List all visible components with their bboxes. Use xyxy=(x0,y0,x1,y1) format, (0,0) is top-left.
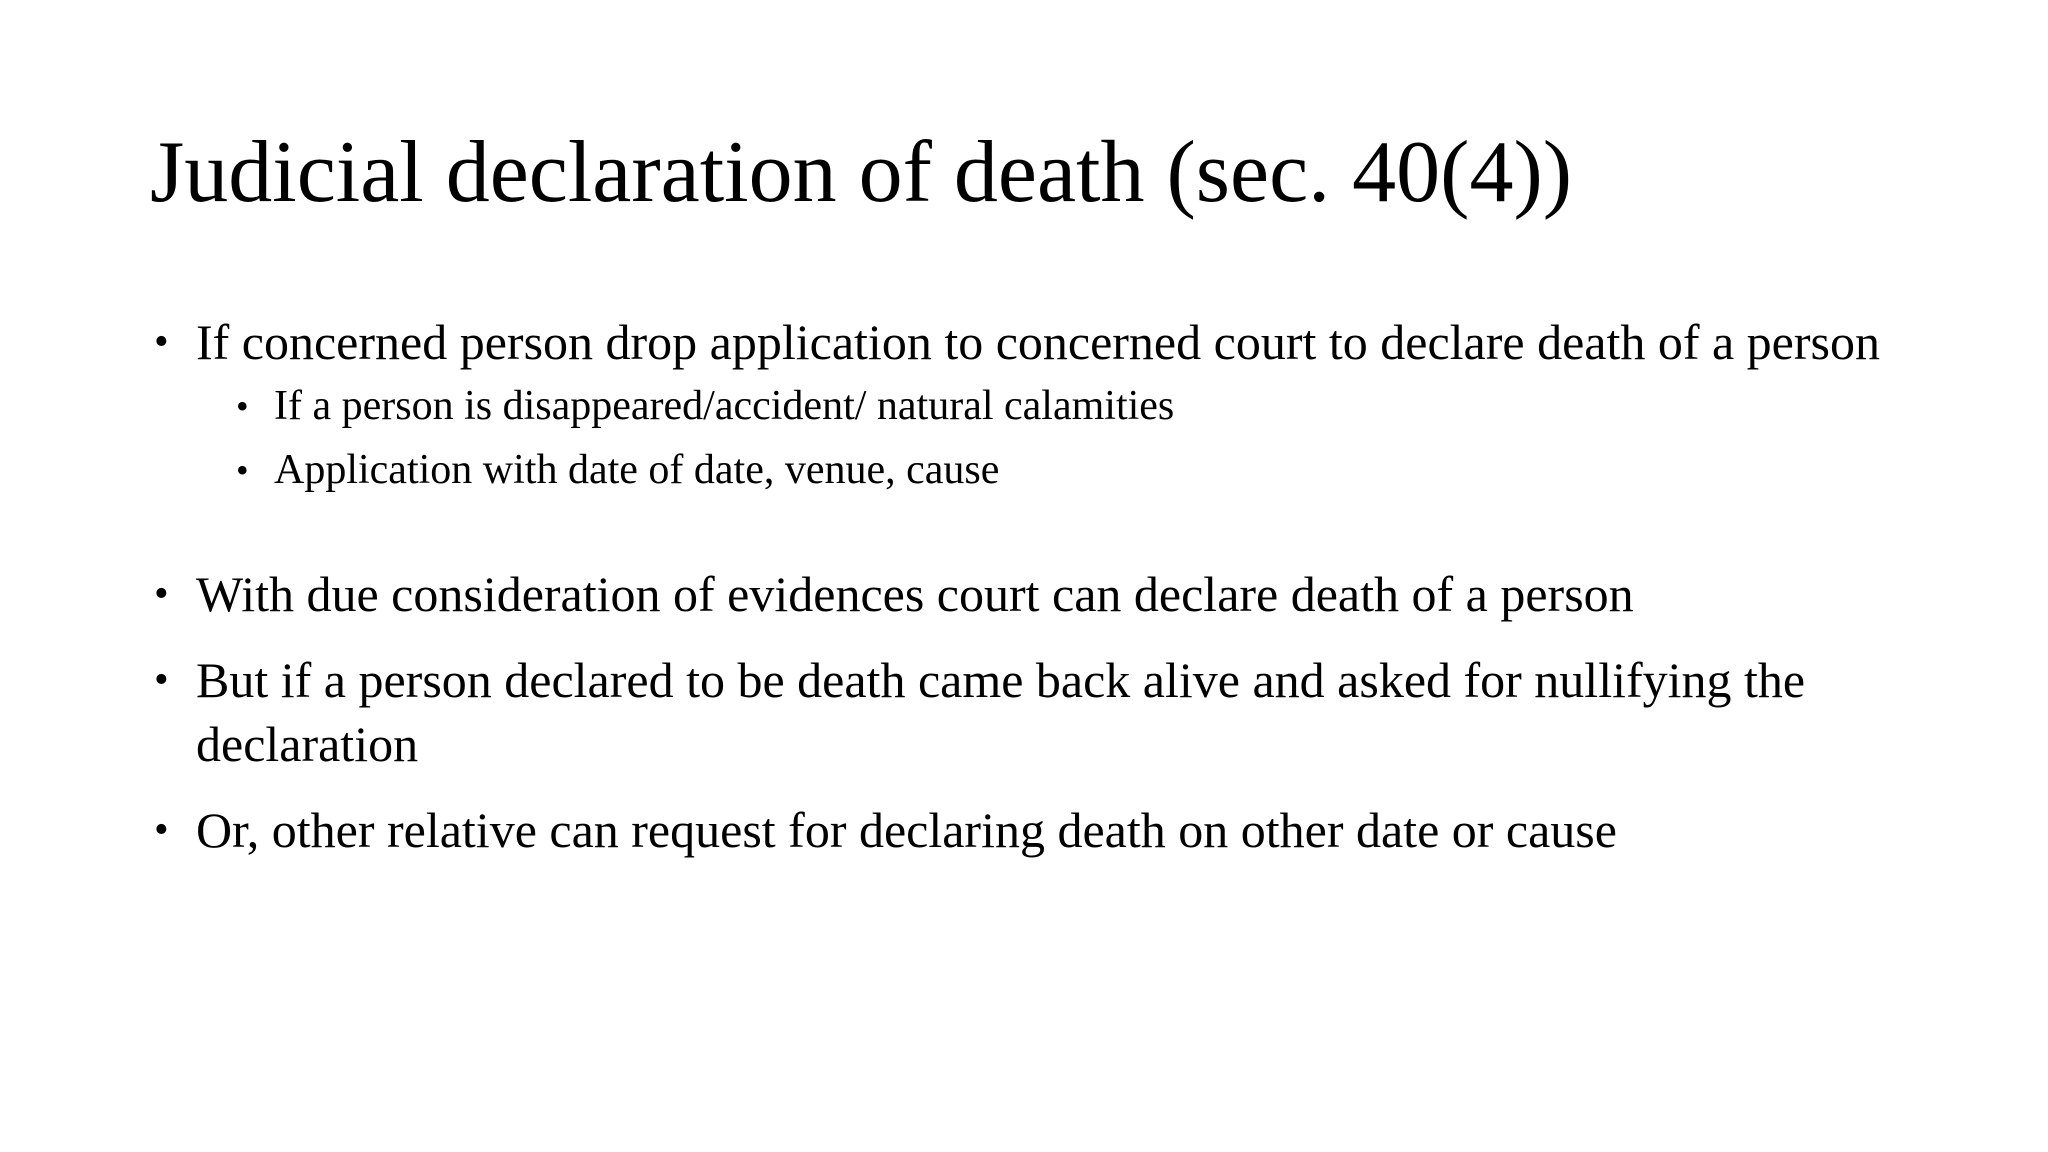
spacer xyxy=(150,776,1950,798)
sub-bullet-text: If a person is disappeared/accident/ natural calamities xyxy=(274,383,1175,429)
sub-bullet-icon: • xyxy=(236,386,249,426)
bullet-item-2 xyxy=(150,562,1950,626)
bullet-text: If concerned person drop application to concerned court to declare death of a person xyxy=(196,314,1880,370)
sub-bullet-icon: • xyxy=(236,450,249,490)
bullet-icon: • xyxy=(154,657,169,703)
bullet-text: But if a person declared to be death came back alive and asked for nullifying the declaration xyxy=(196,652,1806,772)
spacer xyxy=(150,626,1950,648)
bullet-text: With due consideration of evidences court can declare death of a person xyxy=(196,566,1634,622)
slide-title: Judicial declaration of death (sec. 40(4)) xyxy=(150,124,1573,221)
sub-bullet-item-2 xyxy=(150,438,1950,502)
bullet-icon: • xyxy=(154,571,169,617)
bullet-text: Or, other relative can request for declaring death on other date or cause xyxy=(196,802,1617,858)
bullet-list xyxy=(150,310,1950,862)
sub-bullet-item-1 xyxy=(150,374,1950,438)
bullet-item-4 xyxy=(150,798,1950,862)
spacer xyxy=(150,502,1950,562)
sub-bullet-text: Application with date of date, venue, cause xyxy=(274,447,1000,493)
bullet-icon: • xyxy=(154,319,169,365)
bullet-icon: • xyxy=(154,807,169,853)
bullet-item-3 xyxy=(150,648,1950,776)
bullet-item-1 xyxy=(150,310,1950,374)
